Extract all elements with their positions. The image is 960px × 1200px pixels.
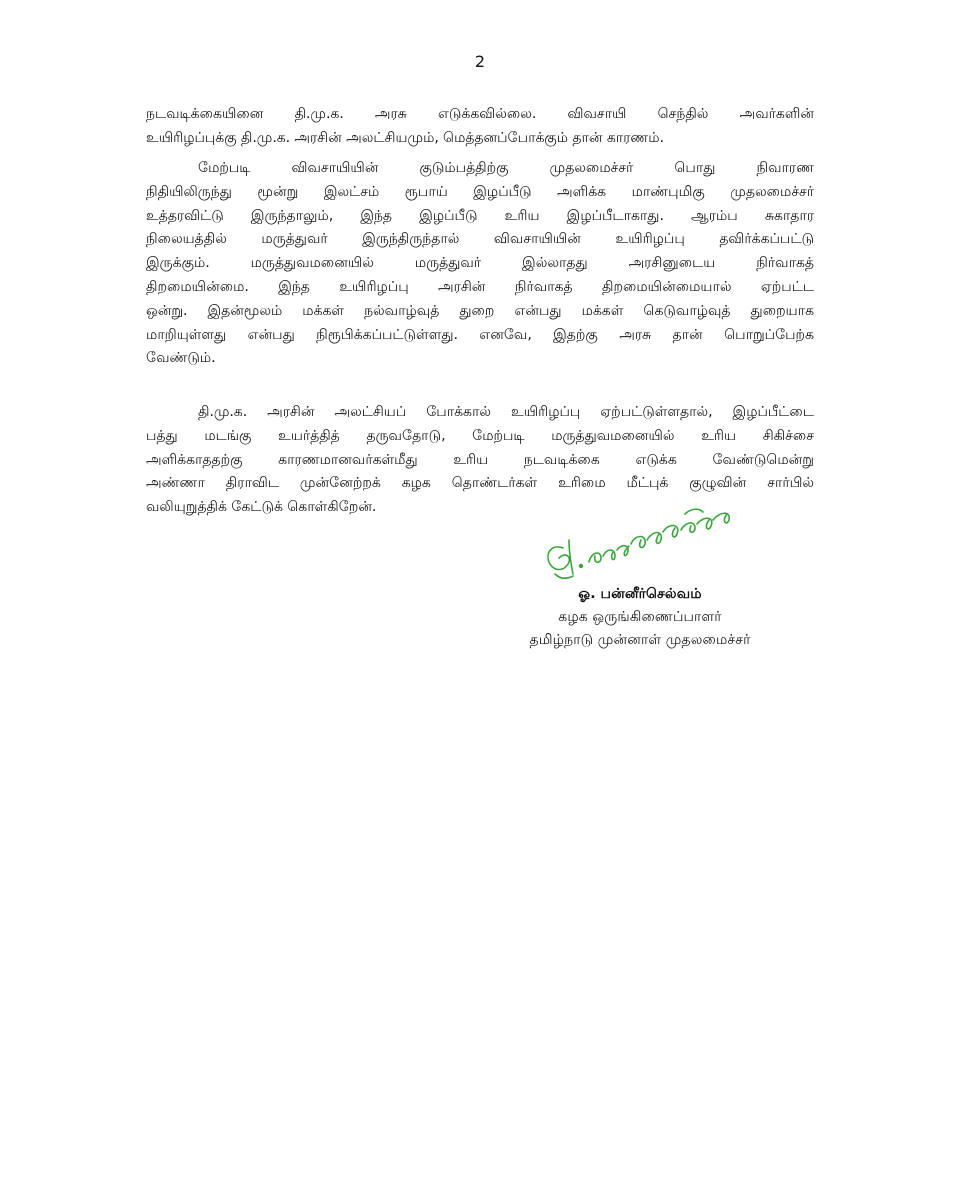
paragraph-line: உயிரிழப்புக்கு தி.மு.க. அரசின் அலட்சியமும், மெத்தனப்போக்கும் தான் காரணம். [146,129,664,146]
paragraph-line: ஒன்று. இதன்மூலம் மக்கள் நல்வாழ்வுத் துறை என்பது மக்கள் கெடுவாழ்வுத் துறையாக [146,302,814,319]
paragraph-line: வலியுறுத்திக் கேட்டுக் கொள்கிறேன். [146,499,377,516]
paragraph-line: மாறியுள்ளது என்பது நிரூபிக்கப்பட்டுள்ளது. எனவே, இதற்கு அரசு தான் பொறுப்பேற்க [146,326,814,343]
signatory-role: தமிழ்நாடு முன்னாள் முதலமைச்சர் [529,632,751,648]
paragraph-line: நிதியிலிருந்து மூன்று இலட்சம் ரூபாய் இழப்பீடு அளிக்க மாண்புமிகு முதலமைச்சர் [146,183,814,200]
paragraph-line: அளிக்காததற்கு காரணமானவர்கள்மீது உரிய நடவடிக்கை எடுக்க வேண்டுமென்று [146,451,814,468]
paragraph-line: தி.மு.க. அரசின் அலட்சியப் போக்கால் உயிரிழப்பு ஏற்பட்டுள்ளதால், இழப்பீட்டை [198,404,814,420]
handwritten-signature [535,500,745,590]
page-number: 2 [474,52,486,71]
paragraph-line: அண்ணா திராவிட முன்னேற்றக் கழக தொண்டர்கள் உரிமை மீட்புக் குழுவின் சார்பில் [146,475,814,492]
paragraph-line: உத்தரவிட்டு இருந்தாலும், இந்த இழப்பீடு உரிய இழப்பீடாகாது. ஆரம்ப சுகாதார [146,207,814,224]
paragraph-line: மேற்படி விவசாயியின் குடும்பத்திற்கு முதலமைச்சர் பொது நிவாரண [198,160,814,176]
paragraph-line: நடவடிக்கையினை தி.மு.க. அரசு எடுக்கவில்லை. விவசாயி செந்தில் அவர்களின் [146,106,814,122]
signature-block [450,583,830,652]
signatory-title: கழக ஒருங்கிணைப்பாளர் [558,609,722,625]
paragraph-2 [146,157,814,371]
paragraph-1 [146,103,814,151]
paragraph-line: நிலையத்தில் மருத்துவர் இருந்திருந்தால் விவசாயியின் உயிரிழப்பு தவிர்க்கப்பட்டு [146,231,814,248]
paragraph-line: பத்து மடங்கு உயர்த்தித் தருவதோடு, மேற்படி மருத்துவமனையில் உரிய சிகிச்சை [146,427,814,444]
paragraph-line: திறமையின்மை. இந்த உயிரிழப்பு அரசின் நிர்வாகத் திறமையின்மையால் ஏற்பட்ட [146,278,814,295]
signatory-name: ஓ. பன்னீர்செல்வம் [578,586,702,602]
paragraph-line: இருக்கும். மருத்துவமனையில் மருத்துவர் இல்லாதது அரசினுடைய நிர்வாகத் [146,255,814,272]
paragraph-line: வேண்டும். [146,350,216,367]
